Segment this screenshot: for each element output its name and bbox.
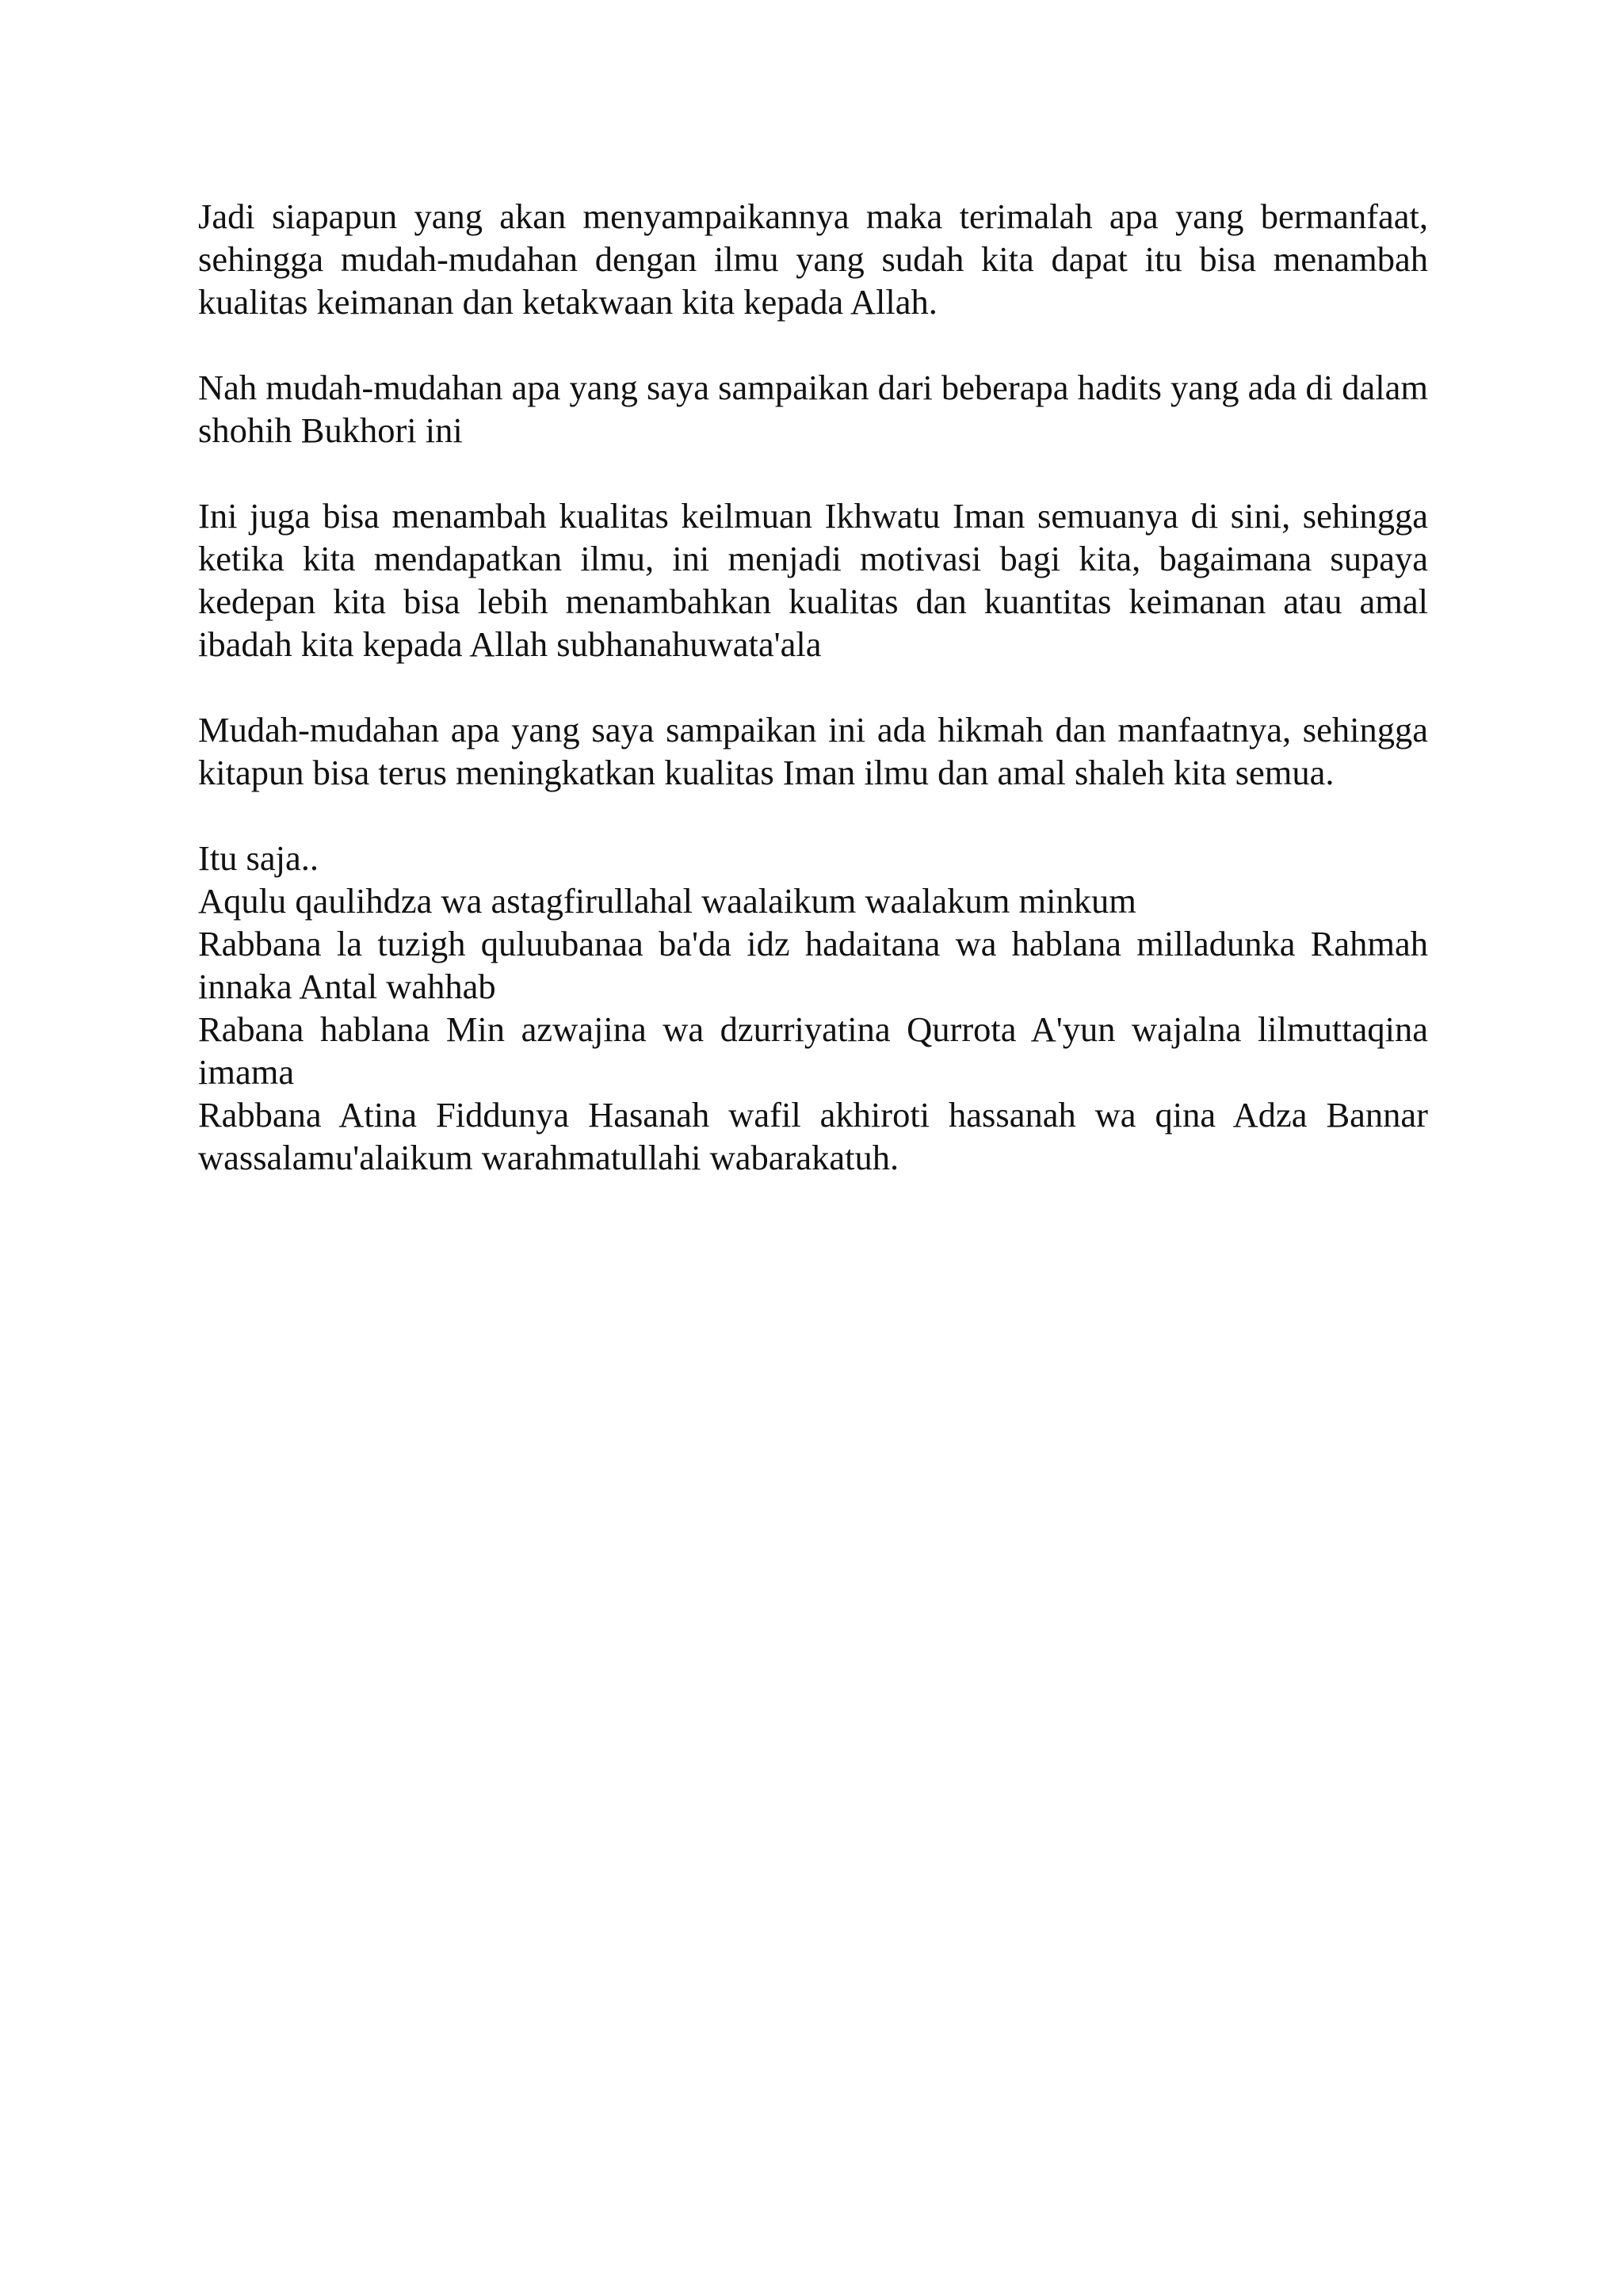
closing-line-5: Rabbana Atina Fiddunya Hasanah wafil akhiroti hassanah wa qina Adza Bannar wassalamu'alaikum warahmatullahi wabarakatuh. <box>198 1095 1428 1177</box>
closing-line-1: Itu saja.. <box>198 838 319 878</box>
paragraph-3: Ini juga bisa menambah kualitas keilmuan Ikhwatu Iman semuanya di sini, sehingga ketika kita mendapatkan ilmu, ini menjadi motivasi bagi kita, bagaimana supaya kedepan kita bisa lebih menambahkan kualitas dan kuantitas keimanan atau amal ibadah kita kepada Allah subhanahuwata'ala <box>198 496 1428 664</box>
closing-line-2: Aqulu qaulihdza wa astagfirullahal waalaikum waalakum minkum <box>198 881 1136 921</box>
document-body <box>198 195 1428 1179</box>
paragraph-4: Mudah-mudahan apa yang saya sampaikan ini ada hikmah dan manfaatnya, sehingga kitapun bisa terus meningkatkan kualitas Iman ilmu dan amal shaleh kita semua. <box>198 710 1428 792</box>
paragraph-1: Jadi siapapun yang akan menyampaikannya maka terimalah apa yang bermanfaat, sehingga mudah-mudahan dengan ilmu yang sudah kita dapat itu bisa menambah kualitas keimanan dan ketakwaan kita kepada Allah. <box>198 196 1428 322</box>
paragraph-2: Nah mudah-mudahan apa yang saya sampaikan dari beberapa hadits yang ada di dalam shohih Bukhori ini <box>198 368 1428 450</box>
closing-prayer <box>198 837 1428 1179</box>
closing-line-3: Rabbana la tuzigh quluubanaa ba'da idz hadaitana wa hablana milladunka Rahmah innaka Antal wahhab <box>198 924 1428 1006</box>
closing-line-4: Rabana hablana Min azwajina wa dzurriyatina Qurrota A'yun wajalna lilmuttaqina imama <box>198 1009 1428 1092</box>
